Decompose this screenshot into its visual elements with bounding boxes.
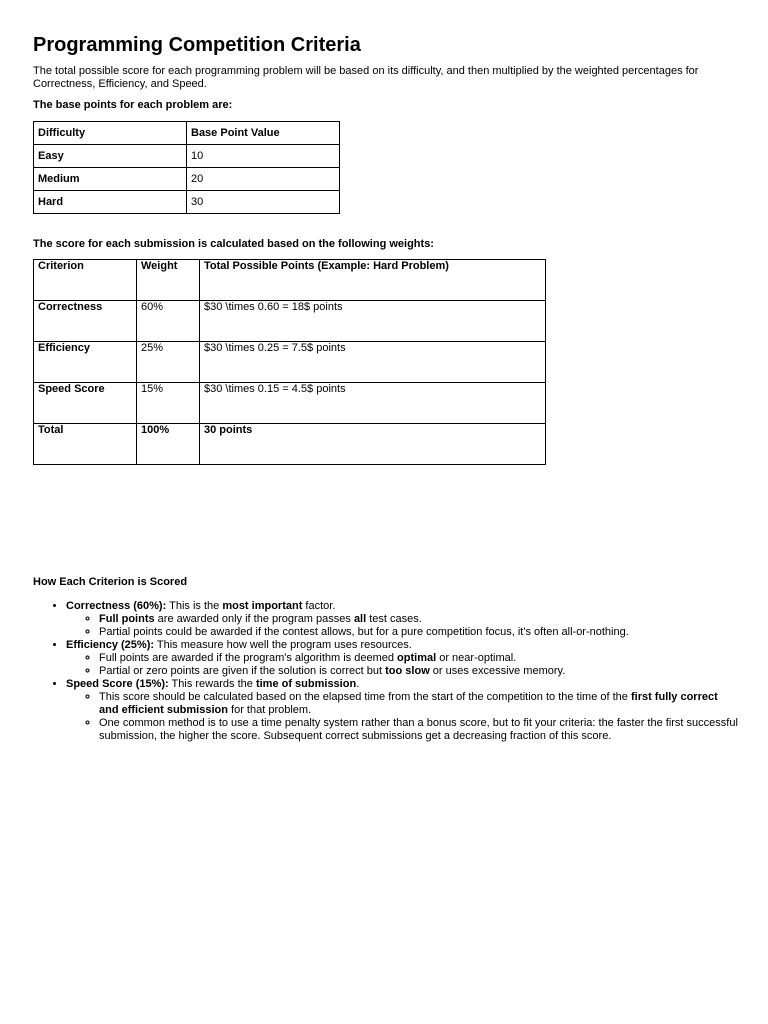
bold-text: Full points bbox=[99, 613, 155, 625]
table-cell: Speed Score bbox=[34, 383, 137, 424]
table-cell: 10 bbox=[187, 145, 340, 168]
table-cell: Hard bbox=[34, 191, 187, 214]
criterion-label: Efficiency (25%): bbox=[66, 639, 155, 651]
criterion-item bbox=[66, 678, 740, 743]
text-run: One common method is to use a time penalty system rather than a bonus score, but to fit your criteria: the faster the first successful submission, the higher the score. Subsequent correct submissions get a decreasing fraction of this score. bbox=[99, 717, 738, 742]
table-row bbox=[34, 191, 340, 214]
text-run: Partial points could be awarded if the contest allows, but for a pure competition focus, it's often all-or-nothing. bbox=[99, 626, 629, 638]
table-header-row bbox=[34, 122, 340, 145]
text-run: This is the bbox=[166, 600, 223, 612]
criterion-label: Correctness (60%): bbox=[66, 600, 167, 612]
text-run: This measure how well the program uses resources. bbox=[154, 639, 412, 651]
table-header-row bbox=[34, 260, 546, 301]
text-run: factor. bbox=[302, 600, 336, 612]
table-header-cell: Weight bbox=[137, 260, 200, 301]
text-run: are awarded only if the program passes bbox=[154, 613, 354, 625]
table-header-cell: Criterion bbox=[34, 260, 137, 301]
criterion-subitem bbox=[99, 652, 740, 665]
table-header-cell: Base Point Value bbox=[187, 122, 340, 145]
bold-text: all bbox=[353, 613, 367, 625]
criterion-subitem bbox=[99, 626, 740, 639]
table-cell: 20 bbox=[187, 168, 340, 191]
bold-text: most important bbox=[222, 600, 303, 612]
text-run: . bbox=[356, 678, 360, 690]
criterion-sublist bbox=[66, 652, 740, 678]
criterion-subitem bbox=[99, 717, 740, 743]
table-cell: Easy bbox=[34, 145, 187, 168]
table-cell: 15% bbox=[137, 383, 200, 424]
text-run: This rewards the bbox=[168, 678, 256, 690]
table-row bbox=[34, 383, 546, 424]
table-cell: 100% bbox=[137, 424, 200, 465]
criterion-subitem bbox=[99, 613, 740, 626]
table-cell: Total bbox=[34, 424, 137, 465]
table-cell: 60% bbox=[137, 301, 200, 342]
table-header-cell: Difficulty bbox=[34, 122, 187, 145]
criteria-list bbox=[0, 600, 740, 743]
table-row bbox=[34, 168, 340, 191]
text-run: or uses excessive memory. bbox=[429, 665, 566, 677]
criteria-list-container bbox=[0, 600, 740, 743]
text-run: for that problem. bbox=[227, 704, 312, 716]
text-run: test cases. bbox=[366, 613, 422, 625]
table-cell: $30 \times 0.60 = 18$ points bbox=[200, 301, 546, 342]
criterion-subitem bbox=[99, 691, 740, 717]
table-cell: $30 \times 0.15 = 4.5$ points bbox=[200, 383, 546, 424]
criterion-sublist bbox=[66, 613, 740, 639]
criterion-item bbox=[66, 600, 740, 639]
table-cell: 30 bbox=[187, 191, 340, 214]
text-run: Partial or zero points are given if the solution is correct but bbox=[99, 665, 386, 677]
table-cell: 30 points bbox=[200, 424, 546, 465]
table-cell: 25% bbox=[137, 342, 200, 383]
criterion-label: Speed Score (15%): bbox=[66, 678, 169, 690]
criterion-item bbox=[66, 639, 740, 678]
criterion-sublist bbox=[66, 691, 740, 743]
page-title: Programming Competition Criteria bbox=[33, 34, 361, 56]
bold-text: time of submission bbox=[255, 678, 357, 690]
bold-text: too slow bbox=[385, 665, 430, 677]
base-points-heading: The base points for each problem are: bbox=[33, 99, 233, 111]
table-cell: Efficiency bbox=[34, 342, 137, 383]
table-cell: Correctness bbox=[34, 301, 137, 342]
table-cell: $30 \times 0.25 = 7.5$ points bbox=[200, 342, 546, 383]
table-header-cell: Total Possible Points (Example: Hard Problem) bbox=[200, 260, 546, 301]
criteria-heading: How Each Criterion is Scored bbox=[33, 576, 188, 588]
text-run: Full points are awarded if the program's algorithm is deemed bbox=[99, 652, 398, 664]
base-points-table bbox=[33, 121, 340, 214]
weights-table bbox=[33, 259, 546, 465]
intro-paragraph: The total possible score for each programming problem will be based on its difficulty, and then multiplied by the weighted percentages for Correctness, Efficiency, and Speed. bbox=[33, 65, 699, 90]
bold-text: first fully correct and efficient submission bbox=[99, 691, 718, 716]
table-row bbox=[34, 301, 546, 342]
table-row bbox=[34, 342, 546, 383]
criterion-subitem bbox=[99, 665, 740, 678]
table-cell: Medium bbox=[34, 168, 187, 191]
table-row bbox=[34, 145, 340, 168]
text-run: This score should be calculated based on the elapsed time from the start of the competition to the time of the bbox=[99, 691, 631, 703]
bold-text: optimal bbox=[397, 652, 437, 664]
table-total-row bbox=[34, 424, 546, 465]
weights-heading: The score for each submission is calculated based on the following weights: bbox=[33, 238, 434, 250]
text-run: or near-optimal. bbox=[436, 652, 517, 664]
